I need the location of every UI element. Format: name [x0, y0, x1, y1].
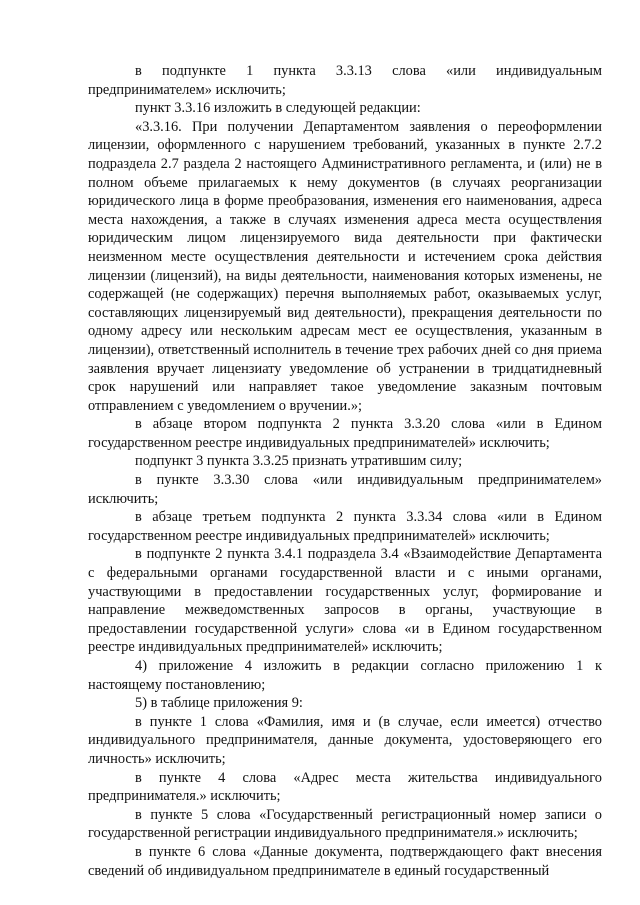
paragraph: в подпункте 2 пункта 3.4.1 подраздела 3.4 «Взаимодействие Департамента с федеральными органами государственной власти и с иными органами, участвующими в предоставлении государственных услуг, формирование и направление межведомственных запросов в органы, участвующие в предоставлении государственной услуги» слова «и в Едином государственном реестре индивидуальных предпринимателей» исключить;	[88, 546, 602, 656]
paragraph: в пункте 4 слова «Адрес места жительства индивидуального предпринимателя.» исключить;	[88, 769, 602, 805]
paragraph: в абзаце третьем подпункта 2 пункта 3.3.34 слова «или в Едином государственном реестре индивидуальных предпринимателей» исключить;	[88, 509, 602, 544]
paragraph: в абзаце втором подпункта 2 пункта 3.3.20 слова «или в Едином государственном реестре индивидуальных предпринимателей» исключить;	[88, 416, 602, 451]
paragraph: в подпункте 1 пункта 3.3.13 слова «или индивидуальным предпринимателем» исключить;	[88, 63, 602, 98]
paragraph: «3.3.16. При получении Департаментом заявления о переоформлении лицензии, оформленного с нарушением требований, указанных в пункте 2.7.2 подраздела 2.7 раздела 2 настоящего Административного регламента, и (или) не в полном объеме прилагаемых к нему документов (в случаях реорганизации юридического лица в форме преобразования, изменения его наименования, адреса места нахождения, а также в случаях изменения адреса места осуществления юридическим лицом лицензируемого вида деятельности при фактически неизменном месте осуществления деятельности и истечением срока действия лицензии (лицензий), на виды деятельности, наименования которых изменены, не содержащей (не содержащих) перечня выполняемых работ, оказываемых услуг, составляющих лицензируемый вид деятельности), прекращения деятельности по одному адресу или нескольким адресам мест ее осуществления, указанным в лицензии), ответственный исполнитель в течение трех рабочих дней со дня приема заявления вручает лицензиату уведомление об устранении в тридцатидневный срок нарушений или направляет такое уведомление заказным почтовым отправлением с уведомлением о вручении.»;	[88, 118, 602, 414]
paragraph: пункт 3.3.16 изложить в следующей редакции:	[135, 100, 421, 117]
document-page	[88, 62, 602, 880]
paragraph: в пункте 5 слова «Государственный регистрационный номер записи о государственной регистрации индивидуального предпринимателя.» исключить;	[88, 806, 602, 842]
paragraph: подпункт 3 пункта 3.3.25 признать утратившим силу;	[135, 453, 463, 470]
paragraph: 4) приложение 4 изложить в редакции согласно приложению 1 к настоящему постановлению;	[88, 658, 602, 693]
paragraph: 5) в таблице приложения 9:	[135, 695, 303, 712]
paragraph: в пункте 1 слова «Фамилия, имя и (в случае, если имеется) отчество индивидуального предпринимателя, данные документа, удостоверяющего его личность» исключить;	[88, 713, 602, 767]
paragraph: в пункте 3.3.30 слова «или индивидуальным предпринимателем» исключить;	[88, 472, 602, 507]
paragraph: в пункте 6 слова «Данные документа, подтверждающего факт внесения сведений об индивидуальном предпринимателе в единый государственный	[88, 843, 602, 879]
